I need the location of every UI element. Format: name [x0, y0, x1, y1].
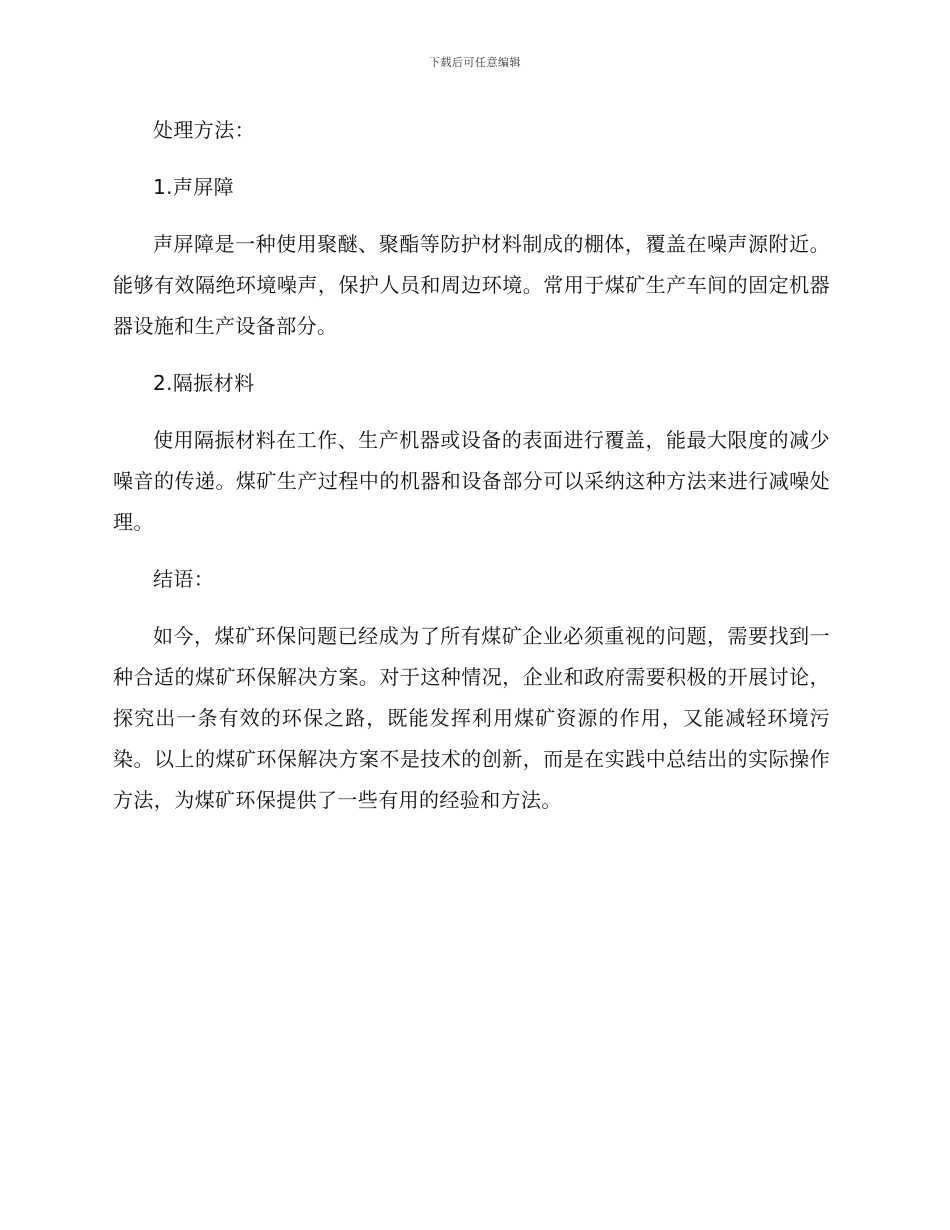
item1-paragraph: 声屏障是一种使用聚醚、聚酯等防护材料制成的棚体，覆盖在噪声源附近。能够有效隔绝环境噪声，保护人员和周边环境。常用于煤矿生产车间的固定机器器设施和生产设备部分。 — [113, 232, 830, 338]
item1-heading: 1.声屏障 — [153, 175, 235, 199]
document-body — [113, 110, 830, 837]
item2-heading: 2.隔振材料 — [153, 371, 255, 395]
method-heading: 处理方法： — [153, 118, 255, 142]
item2-paragraph: 使用隔振材料在工作、生产机器或设备的表面进行覆盖，能最大限度的减少噪音的传递。煤矿生产过程中的机器和设备部分可以采纳这种方法来进行减噪处理。 — [113, 428, 830, 534]
conclusion-paragraph: 如今，煤矿环保问题已经成为了所有煤矿企业必须重视的问题，需要找到一种合适的煤矿环保解决方案。对于这种情况，企业和政府需要积极的开展讨论，探究出一条有效的环保之路，既能发挥利用煤矿资源的作用，又能减轻环境污染。以上的煤矿环保解决方案不是技术的创新，而是在实践中总结出的实际操作方法，为煤矿环保提供了一些有用的经验和方法。 — [113, 624, 830, 812]
page-header: 下载后可任意编辑 — [429, 56, 521, 69]
conclusion-heading: 结语： — [153, 567, 215, 591]
